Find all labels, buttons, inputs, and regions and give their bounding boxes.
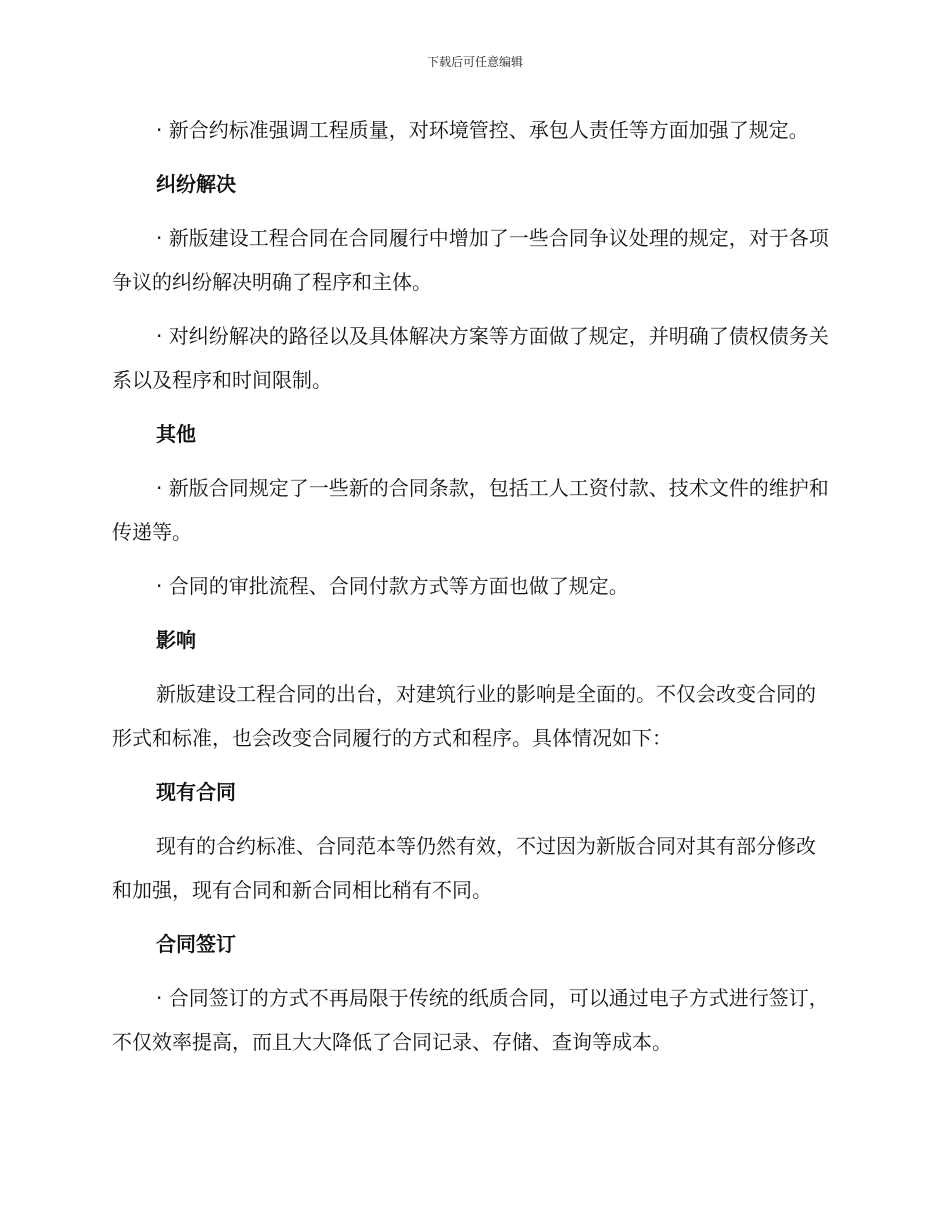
paragraph-existing-contracts: 现有的合约标准、合同范本等仍然有效，不过因为新版合同对其有部分修改和加强，现有合同和新合同相比稍有不同。 [112, 834, 816, 902]
section-heading-existing-contracts: 现有合同 [156, 780, 236, 804]
paragraph-dispute-2: · 对纠纷解决的路径以及具体解决方案等方面做了规定，并明确了债权债务关系以及程序和时间限制。 [112, 324, 829, 392]
paragraph-dispute-1: · 新版建设工程合同在合同履行中增加了一些合同争议处理的规定，对于各项争议的纠纷解决明确了程序和主体。 [112, 226, 829, 294]
section-heading-other: 其他 [156, 422, 196, 446]
section-heading-impact: 影响 [156, 628, 196, 652]
paragraph-other-1: · 新版合同规定了一些新的合同条款，包括工人工资付款、技术文件的维护和传递等。 [112, 476, 829, 544]
paragraph-quality: · 新合约标准强调工程质量，对环境管控、承包人责任等方面加强了规定。 [156, 118, 809, 142]
paragraph-other-2: · 合同的审批流程、合同付款方式等方面也做了规定。 [156, 574, 629, 598]
section-heading-signing: 合同签订 [156, 932, 236, 956]
page-header: 下载后可任意编辑 [426, 55, 523, 69]
paragraph-signing: · 合同签订的方式不再局限于传统的纸质合同，可以通过电子方式进行签订，不仅效率提高，而且大大降低了合同记录、存储、查询等成本。 [112, 986, 829, 1054]
paragraph-impact: 新版建设工程合同的出台，对建筑行业的影响是全面的。不仅会改变合同的形式和标准，也会改变合同履行的方式和程序。具体情况如下： [112, 682, 816, 750]
section-heading-dispute: 纠纷解决 [156, 172, 236, 196]
document-body [112, 108, 830, 1074]
